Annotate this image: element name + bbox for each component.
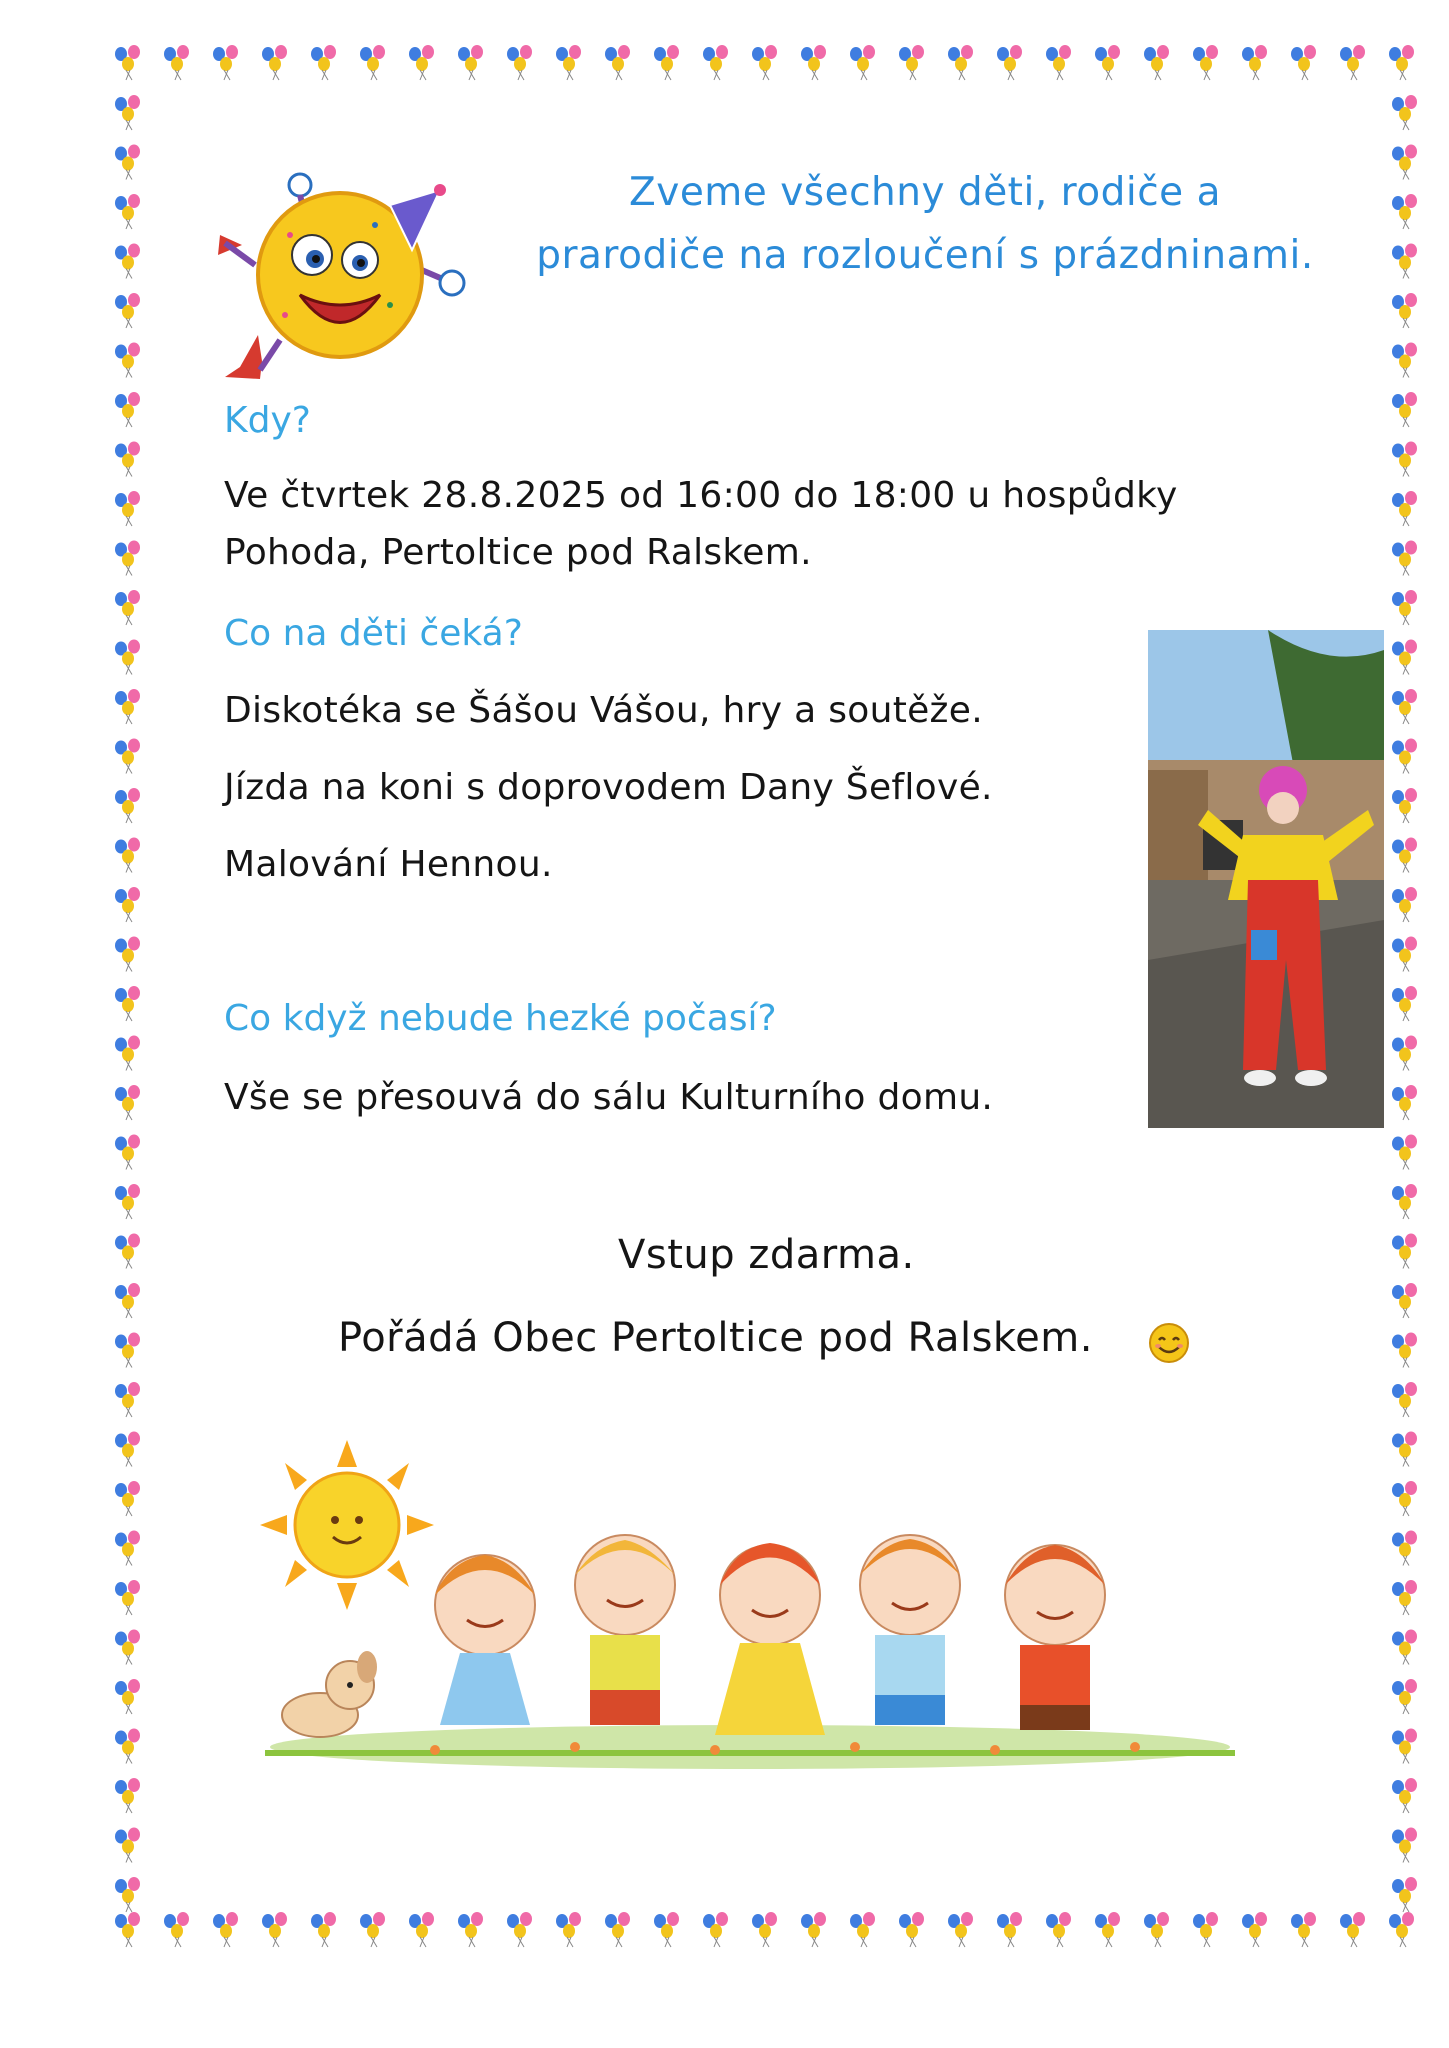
balloon-icon: [1392, 1234, 1417, 1269]
balloon-icon: [1392, 293, 1417, 328]
balloon-icon: [1046, 1912, 1071, 1947]
balloon-icon: [115, 1531, 140, 1566]
balloon-icon: [115, 1580, 140, 1615]
balloon-icon: [1095, 45, 1120, 80]
balloon-icon: [311, 1912, 336, 1947]
balloon-icon: [1392, 1085, 1417, 1120]
balloon-icon: [1392, 887, 1417, 922]
balloon-icon: [360, 1912, 385, 1947]
balloon-icon: [1392, 95, 1417, 130]
balloon-icon: [1392, 1778, 1417, 1813]
kid-figure: [575, 1535, 675, 1725]
balloon-icon: [1144, 45, 1169, 80]
when-line-1: Ve čtvrtek 28.8.2025 od 16:00 do 18:00 u hospůdky: [224, 475, 1178, 516]
balloon-icon: [1392, 392, 1417, 427]
balloon-icon: [1392, 1432, 1417, 1467]
balloon-icon: [115, 1877, 140, 1912]
sun-icon: [260, 1440, 434, 1610]
balloon-icon: [409, 45, 434, 80]
balloon-icon: [1242, 45, 1267, 80]
balloon-icon: [115, 1481, 140, 1516]
balloon-icon: [752, 45, 777, 80]
balloon-icon: [703, 1912, 728, 1947]
balloon-icon: [115, 1382, 140, 1417]
activity-item: Malování Hennou.: [224, 844, 553, 885]
balloon-icon: [115, 788, 140, 823]
balloon-icon: [605, 45, 630, 80]
balloon-icon: [1389, 45, 1414, 80]
balloon-icon: [115, 491, 140, 526]
balloon-icon: [507, 45, 532, 80]
balloon-icon: [997, 45, 1022, 80]
balloon-icon: [115, 45, 140, 80]
weather-text: Vše se přesouvá do sálu Kulturního domu.: [224, 1077, 994, 1118]
balloon-icon: [1392, 1036, 1417, 1071]
balloon-icon: [1392, 1679, 1417, 1714]
balloon-icon: [115, 244, 140, 279]
balloon-icon: [1291, 1912, 1316, 1947]
when-line-2: Pohoda, Pertoltice pod Ralskem.: [224, 532, 812, 573]
kid-figure: [1005, 1545, 1105, 1730]
balloon-icon: [948, 45, 973, 80]
balloon-icon: [115, 442, 140, 477]
balloon-icon: [1392, 590, 1417, 625]
balloon-icon: [801, 1912, 826, 1947]
balloon-icon: [1392, 541, 1417, 576]
balloon-icon: [458, 1912, 483, 1947]
party-sun-mascot-icon: [200, 155, 480, 395]
balloon-icon: [1193, 1912, 1218, 1947]
balloon-icon: [360, 45, 385, 80]
balloon-icon: [115, 194, 140, 229]
balloon-icon: [115, 739, 140, 774]
balloon-icon: [801, 45, 826, 80]
balloon-icon: [115, 887, 140, 922]
balloon-icon: [1193, 45, 1218, 80]
balloon-icon: [997, 1912, 1022, 1947]
balloon-icon: [654, 45, 679, 80]
balloon-icon: [458, 45, 483, 80]
balloon-icon: [115, 1283, 140, 1318]
balloon-icon: [262, 45, 287, 80]
balloon-icon: [164, 45, 189, 80]
invitation-line-1: Zveme všechny děti, rodiče a: [629, 170, 1221, 215]
balloon-icon: [1340, 1912, 1365, 1947]
balloon-icon: [115, 1778, 140, 1813]
dog-icon: [282, 1651, 377, 1737]
balloon-icon: [1392, 1580, 1417, 1615]
kid-figure: [860, 1535, 960, 1725]
balloon-icon: [1392, 442, 1417, 477]
balloon-icon: [1242, 1912, 1267, 1947]
balloon-icon: [311, 45, 336, 80]
balloon-icon: [1392, 1630, 1417, 1665]
balloon-icon: [115, 838, 140, 873]
balloon-icon: [1046, 45, 1071, 80]
balloon-icon: [1392, 640, 1417, 675]
balloon-icon: [1392, 1481, 1417, 1516]
balloon-icon: [1392, 1184, 1417, 1219]
balloon-icon: [1392, 1828, 1417, 1863]
balloon-icon: [213, 45, 238, 80]
invitation-line-2: prarodiče na rozloučení s prázdninami.: [536, 233, 1314, 278]
balloon-icon: [115, 1828, 140, 1863]
balloon-icon: [115, 95, 140, 130]
balloon-icon: [115, 145, 140, 180]
balloon-icon: [1392, 739, 1417, 774]
balloon-icon: [556, 45, 581, 80]
balloon-icon: [654, 1912, 679, 1947]
balloon-icon: [164, 1912, 189, 1947]
balloon-icon: [115, 1036, 140, 1071]
balloon-icon: [1392, 1283, 1417, 1318]
balloon-icon: [1392, 343, 1417, 378]
kid-figure: [435, 1555, 535, 1725]
when-heading: Kdy?: [224, 400, 311, 441]
balloon-icon: [115, 1679, 140, 1714]
balloon-icon: [507, 1912, 532, 1947]
balloon-icon: [1392, 1382, 1417, 1417]
balloon-icon: [115, 689, 140, 724]
balloon-icon: [115, 986, 140, 1021]
kid-figure: [715, 1543, 825, 1735]
balloon-icon: [262, 1912, 287, 1947]
balloon-icon: [1392, 194, 1417, 229]
balloon-icon: [115, 640, 140, 675]
balloon-icon: [409, 1912, 434, 1947]
activity-item: Jízda na koni s doprovodem Dany Šeflové.: [224, 767, 993, 808]
weather-heading: Co když nebude hezké počasí?: [224, 998, 777, 1039]
balloon-icon: [1340, 45, 1365, 80]
balloon-icon: [213, 1912, 238, 1947]
activity-item: Diskotéka se Šášou Vášou, hry a soutěže.: [224, 690, 983, 731]
balloon-icon: [115, 1333, 140, 1368]
balloon-icon: [115, 1432, 140, 1467]
clown-photo: [1148, 630, 1384, 1128]
balloon-icon: [899, 45, 924, 80]
balloon-icon: [752, 1912, 777, 1947]
balloon-icon: [1389, 1912, 1414, 1947]
smiley-emoji-icon: [1148, 1322, 1190, 1364]
balloon-icon: [115, 392, 140, 427]
balloon-icon: [115, 937, 140, 972]
balloon-icon: [115, 1135, 140, 1170]
balloon-icon: [605, 1912, 630, 1947]
balloon-icon: [115, 1729, 140, 1764]
balloon-icon: [1392, 838, 1417, 873]
balloon-icon: [115, 1234, 140, 1269]
balloon-icon: [115, 1912, 140, 1947]
balloon-icon: [1392, 1135, 1417, 1170]
balloon-icon: [1392, 1729, 1417, 1764]
balloon-icon: [1392, 244, 1417, 279]
balloon-icon: [1144, 1912, 1169, 1947]
balloon-icon: [115, 541, 140, 576]
balloon-icon: [1392, 937, 1417, 972]
balloon-icon: [1392, 689, 1417, 724]
balloon-icon: [1392, 1531, 1417, 1566]
organizer-text: Pořádá Obec Pertoltice pod Ralskem.: [338, 1315, 1093, 1361]
balloon-icon: [115, 590, 140, 625]
balloon-icon: [1392, 788, 1417, 823]
balloon-icon: [850, 1912, 875, 1947]
balloon-icon: [1392, 986, 1417, 1021]
balloon-icon: [703, 45, 728, 80]
balloon-icon: [899, 1912, 924, 1947]
balloon-icon: [115, 1085, 140, 1120]
children-sun-illustration: [255, 1435, 1245, 1780]
balloon-icon: [556, 1912, 581, 1947]
balloon-icon: [115, 343, 140, 378]
balloon-icon: [1392, 491, 1417, 526]
admission-text: Vstup zdarma.: [618, 1232, 915, 1278]
balloon-icon: [1392, 1333, 1417, 1368]
balloon-icon: [1095, 1912, 1120, 1947]
balloon-icon: [1392, 1877, 1417, 1912]
balloon-icon: [115, 1630, 140, 1665]
balloon-icon: [948, 1912, 973, 1947]
activities-heading: Co na děti čeká?: [224, 613, 523, 654]
balloon-icon: [115, 293, 140, 328]
balloon-icon: [850, 45, 875, 80]
balloon-icon: [1392, 145, 1417, 180]
balloon-icon: [1291, 45, 1316, 80]
balloon-icon: [115, 1184, 140, 1219]
